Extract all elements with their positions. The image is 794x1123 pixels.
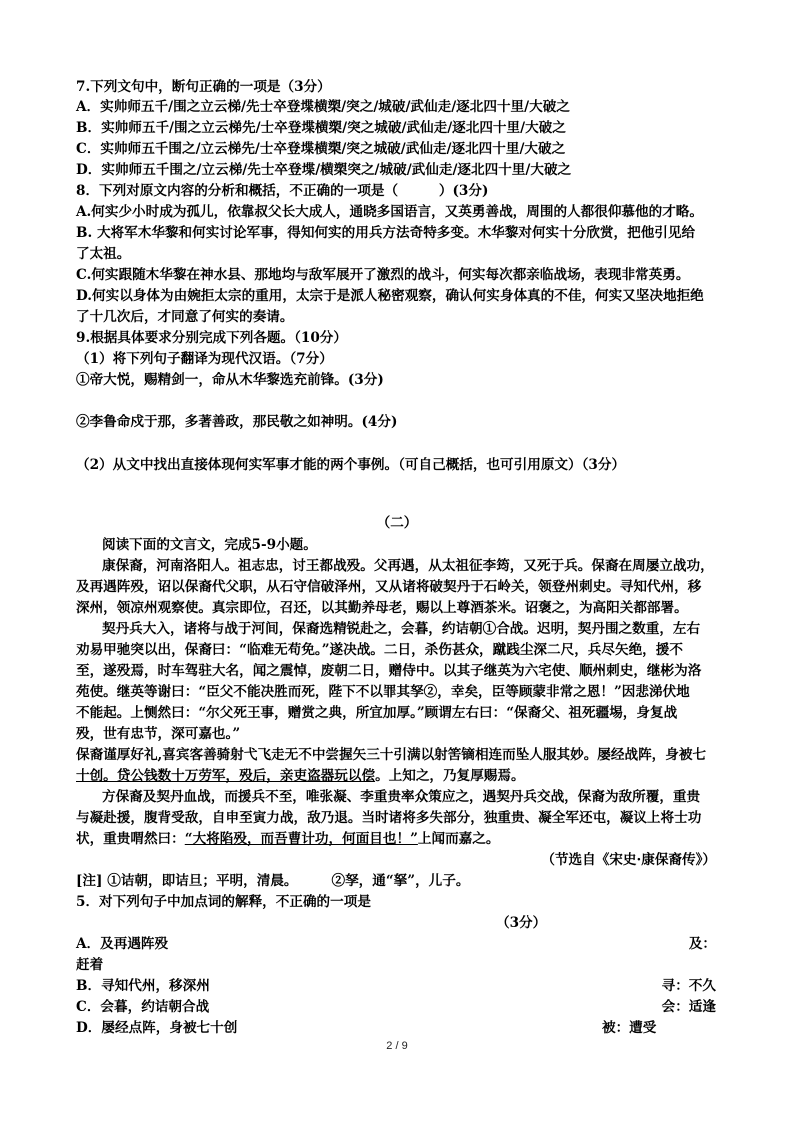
section-intro: 阅读下面的文言文，完成5-9小题。 — [102, 537, 317, 553]
passage-line: 深州，领凉州观察使。真宗即位，召还，以其勤养母老，赐以上尊酒茶米。诏褒之，为高阳关都部署。 — [76, 600, 688, 616]
passage-text: 。上知之，乃复厚赐焉。 — [375, 768, 525, 784]
passage-line-underlined — [76, 766, 525, 786]
underlined-sentence: 十创。贷公钱数十万劳军，殁后，亲吏盗器玩以偿 — [76, 768, 376, 784]
passage-line: 至，遂殁焉，时车驾驻大名，闻之震悼，废朝二日，赠侍中。以其子继英为六宅使、顺州刺史，继彬为洛 — [76, 663, 702, 679]
passage-text: 状，重贵喟然曰： — [76, 831, 185, 847]
q8-option-d-line2: 了十几次后，才同意了何实的奏请。 — [76, 309, 294, 325]
q7-option-a: A．实帅师五千/围之立云梯/先士卒登堞横槊/突之/城破/武仙走/逐北四十里/大破之 — [76, 99, 570, 115]
underlined-sentence: “大将陷殁，而吾曹计功，何面目也！” — [184, 831, 418, 847]
q5-option-c: C．会暮，约诘朝合战 — [76, 999, 210, 1015]
q5-option-a-answer-cont: 赶着 — [76, 957, 104, 973]
q5-option-d: D．屡经点阵，身被七十创 — [76, 1020, 238, 1036]
q5-option-a-answer: 及： — [688, 936, 716, 952]
q5-option-d-answer: 被：遭受 — [602, 1020, 657, 1036]
q5-stem: 5．对下列句子中加点词的解释，不正确的一项是 — [76, 894, 371, 910]
q9-sentence-2: ②李鲁命戍于那，多著善政，那民敬之如神明。(4分) — [76, 414, 398, 430]
q8-option-a: A.何实少小时成为孤儿，依靠叔父长大成人，通晓多国语言，又英勇善战，周围的人都很仰慕他的才略。 — [76, 204, 703, 220]
q9-sub2: （2）从文中找出直接体现何实军事才能的两个事例。（可自己概括，也可引用原文）（3分） — [76, 457, 626, 473]
passage-text: 上闻而嘉之。 — [417, 831, 500, 847]
q9-stem: 9.根据具体要求分别完成下列各题。（10分） — [76, 330, 347, 346]
q7-option-c: C．实帅师五千围之/立云梯先/士卒登堞横槊/突之城破/武仙走/逐北四十里/大破之 — [76, 141, 566, 157]
q8-option-b-line2: 了太祖。 — [76, 246, 131, 262]
q7-option-d: D．实帅师五千围之/立云梯/先士卒登堞/横槊突之/城破/武仙走/逐北四十里/大破之 — [76, 162, 572, 178]
passage-line: 不能起。上恻然曰：“尔父死王事，赠赏之典，所宜加厚。”顾谓左右曰：“保裔父、祖死疆埸，身复战 — [76, 705, 678, 721]
q5-score: （3分） — [496, 915, 547, 931]
q7-stem: 7.下列文句中，断句正确的一项是（3分） — [76, 79, 331, 95]
q8-stem: 8．下列对原文内容的分析和概括，不正确的一项是（ ）(3分) — [76, 183, 489, 199]
passage-line: 方保裔及契丹血战，而援兵不至，唯张凝、李重贵率众策应之，遇契丹兵交战，保裔为敌所覆，重贵 — [102, 789, 701, 805]
passage-source: （节选自《宋史·康保裔传》） — [541, 852, 716, 868]
q8-option-b-line1: B. 大将军木华黎和何实讨论军事，得知何实的用兵方法奇特多变。木华黎对何实十分欣赏，把他引见给 — [76, 225, 696, 241]
q5-option-b-answer: 寻：不久 — [661, 978, 716, 994]
page-number: 2 / 9 — [386, 1040, 408, 1052]
q5-option-a: A．及再遇阵殁 — [76, 936, 169, 952]
q8-option-c: C.何实跟随木华黎在神水县、那地均与敌军展开了激烈的战斗，何实每次都亲临战场，表现非常英勇。 — [76, 267, 690, 283]
passage-note: [注] ①诘朝，即诘旦；平明，清晨。 ②孥，通“拏”，儿子。 — [76, 873, 470, 889]
q7-option-b: B．实帅师五千/围之立云梯先/士卒登堞横槊/突之城破/武仙走/逐北四十里/大破之 — [76, 120, 566, 136]
passage-line: 保裔谨厚好礼,喜宾客善骑射弋飞走无不中尝握矢三十引满以射筈镝相连而坠人服其妙。屡经战阵，身被七 — [76, 747, 707, 763]
passage-line-underlined — [76, 829, 499, 849]
q8-option-d-line1: D.何实以身体为由婉拒太宗的重用，太宗于是派人秘密观察，确认何实身体真的不佳，何实又坚决地拒绝 — [76, 288, 704, 304]
passage-line: 劝易甲驰突以出，保裔曰：“临难无苟免。”遂决战。二日，杀伤甚众，蹴践尘深二尺，兵尽矢绝，援不 — [76, 642, 683, 658]
section-title: （二） — [376, 515, 418, 531]
passage-line: 及再遇阵殁，诏以保裔代父职，从石守信破泽州，又从诸将破契丹于石岭关，领登州刺史。寻知代州，移 — [76, 579, 702, 595]
passage-line: 契丹兵大入，诸将与战于河间，保裔选精锐赴之，会暮，约诘朝①合战。迟明，契丹围之数重，左右 — [102, 621, 701, 637]
passage-line: 殁，世有忠节，深可嘉也。” — [76, 726, 241, 742]
q5-option-c-answer: 会：适逢 — [661, 999, 716, 1015]
q5-option-b: B．寻知代州，移深州 — [76, 978, 210, 994]
passage-line: 与凝赴援，腹背受敌，自申至寅力战，敌乃退。当时诸将多失部分，独重贵、凝全军还屯，凝议上将士功 — [76, 810, 702, 826]
passage-line: 苑使。继英等谢曰：“臣父不能决胜而死，陛下不以罪其孥②，幸矣，臣等顾蒙非常之恩！”因悲涕伏地 — [76, 684, 690, 700]
passage-line: 康保裔，河南洛阳人。祖志忠，讨王都战殁。父再遇，从太祖征李筠，又死于兵。保裔在周屡立战功， — [102, 558, 714, 574]
q9-sentence-1: ①帝大悦，赐精剑一，命从木华黎选充前锋。(3分) — [76, 372, 384, 388]
q9-sub1: （1）将下列句子翻译为现代汉语。（7分） — [76, 351, 333, 367]
